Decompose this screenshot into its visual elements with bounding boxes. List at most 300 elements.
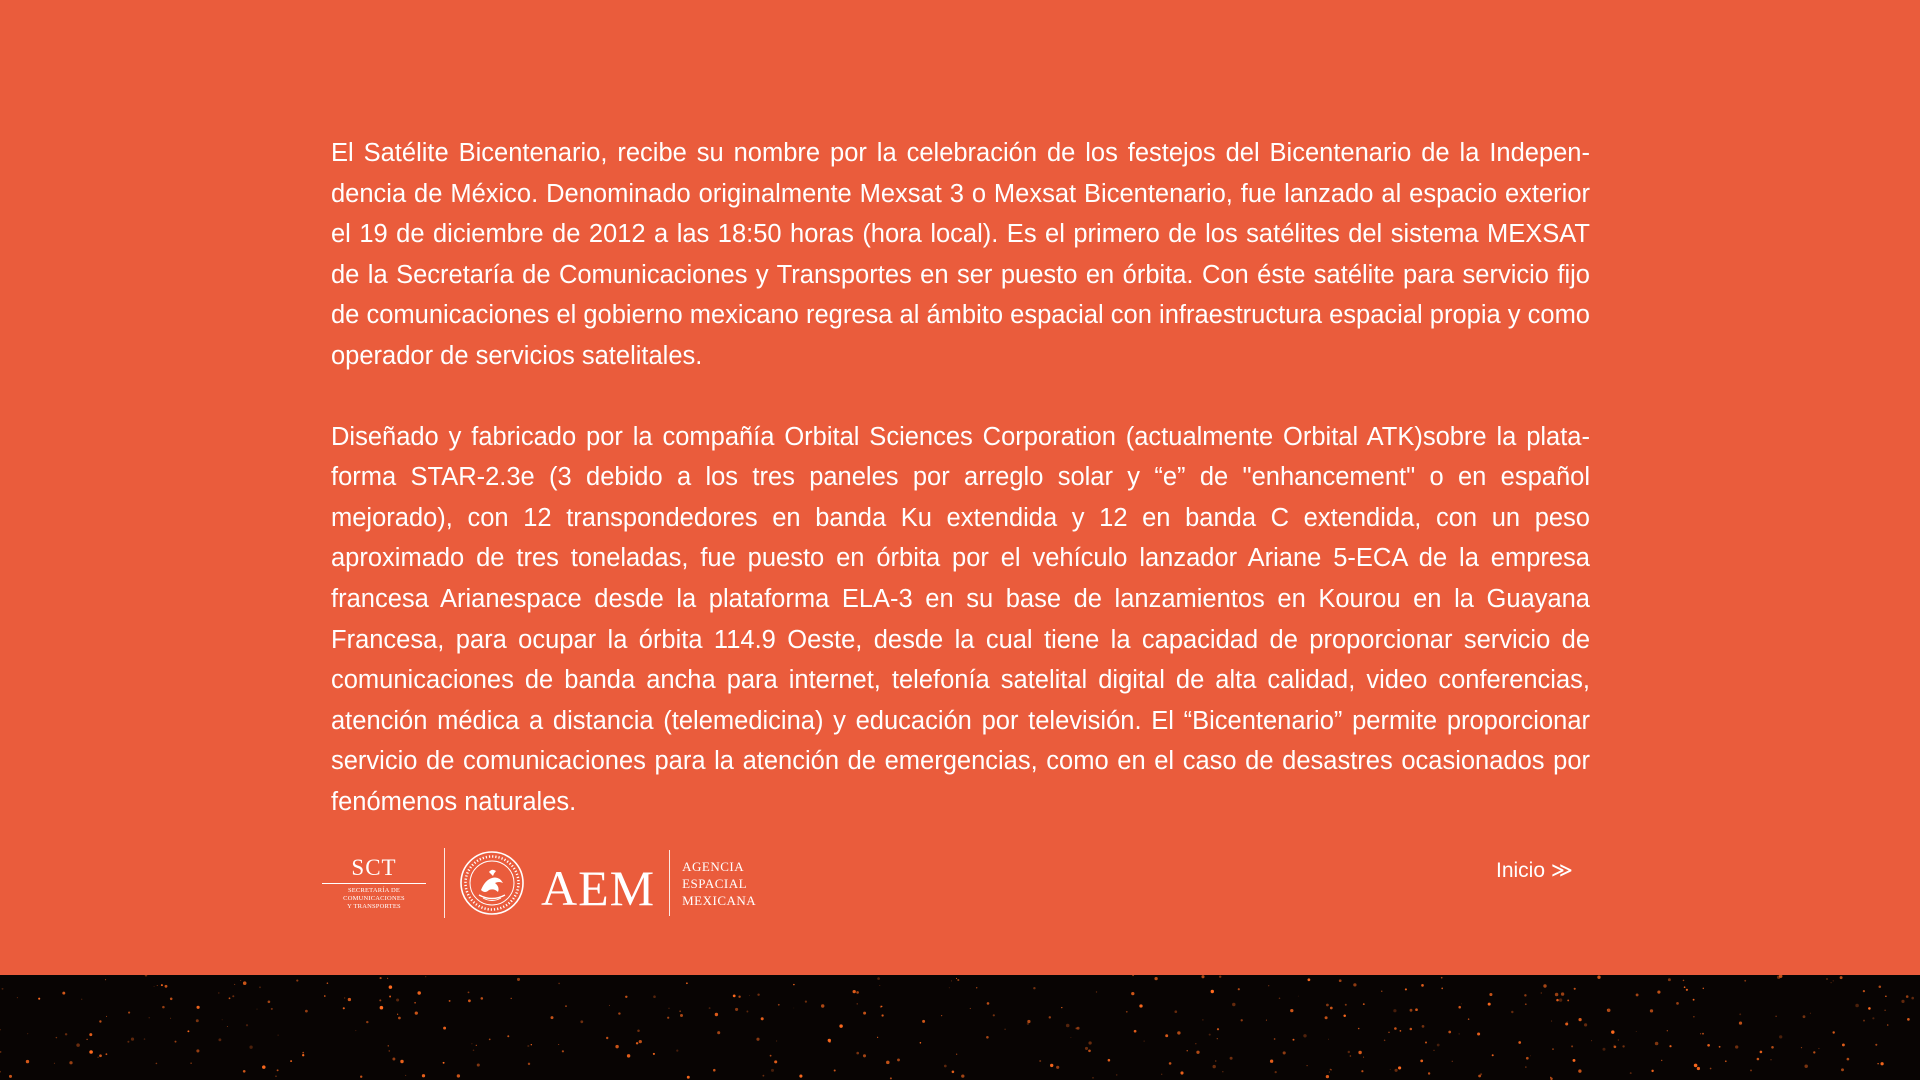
star-dot	[1422, 1025, 1425, 1028]
star-dot	[1348, 1051, 1350, 1053]
star-dot	[735, 1008, 738, 1011]
star-dot	[1381, 991, 1382, 992]
star-dot	[1750, 1069, 1752, 1071]
star-dot	[1578, 1018, 1581, 1021]
star-dot	[1165, 1034, 1168, 1037]
star-dot	[387, 978, 388, 979]
star-dot	[738, 996, 740, 998]
star-dot	[713, 1069, 716, 1072]
star-dot	[558, 1044, 559, 1045]
star-dot	[1308, 978, 1311, 981]
star-dot	[606, 1037, 608, 1039]
star-dot	[863, 1054, 866, 1057]
star-dot	[558, 983, 560, 985]
star-dot	[1358, 1051, 1361, 1054]
star-dot	[1911, 997, 1914, 1000]
sct-logo-line-1: SECRETARÍA DE	[347, 886, 401, 894]
star-dot	[1395, 1069, 1398, 1072]
star-dot	[38, 998, 40, 1000]
star-dot	[425, 976, 426, 977]
star-dot	[99, 1020, 101, 1022]
star-dot	[1636, 993, 1639, 996]
institution-logos	[322, 843, 756, 923]
star-dot	[1400, 1030, 1402, 1032]
star-dot	[379, 999, 381, 1001]
star-dot	[302, 1052, 304, 1054]
star-dot	[1801, 1047, 1802, 1048]
star-dot	[1275, 1071, 1277, 1073]
star-dot	[1700, 1033, 1701, 1034]
star-dot	[1833, 980, 1834, 981]
star-dot	[1266, 1020, 1267, 1021]
star-dot	[1398, 1066, 1401, 1069]
star-dot	[156, 1063, 158, 1065]
star-dot	[473, 1050, 475, 1052]
sct-logo-subtitle	[343, 887, 405, 911]
star-dot	[0, 1071, 1, 1073]
star-dot	[857, 1003, 858, 1004]
star-dot	[26, 1060, 29, 1063]
star-dot	[1697, 1067, 1700, 1070]
star-dot	[1363, 1003, 1365, 1005]
aem-logo-line-3: MEXICANA	[682, 892, 757, 908]
star-dot	[396, 998, 399, 1001]
star-dot	[774, 1060, 777, 1063]
star-dot	[1325, 1016, 1328, 1019]
star-dot	[949, 987, 950, 988]
star-dot	[1777, 976, 1780, 979]
star-dot	[1329, 1072, 1330, 1073]
star-dot	[653, 1053, 655, 1055]
star-dot	[190, 1062, 192, 1064]
star-dot	[149, 1017, 150, 1018]
star-dot	[987, 1002, 990, 1005]
star-dot	[161, 984, 163, 986]
star-dot	[1139, 1004, 1142, 1007]
star-dot	[56, 1037, 57, 1038]
star-dot	[1543, 984, 1546, 987]
star-dot	[1433, 1050, 1434, 1051]
star-dot	[259, 986, 261, 988]
star-dot	[1739, 1013, 1741, 1015]
star-dot	[717, 1031, 720, 1034]
star-dot	[1661, 1060, 1662, 1061]
star-dot	[669, 1008, 670, 1009]
star-dot	[1187, 1050, 1188, 1051]
star-dot	[1195, 1043, 1196, 1044]
star-dot	[1421, 984, 1424, 987]
star-dot	[1655, 1042, 1659, 1046]
star-dot	[97, 1057, 98, 1058]
star-dot	[746, 1011, 748, 1013]
logo-divider	[444, 848, 445, 918]
star-dot	[770, 1055, 772, 1057]
star-dot	[1574, 988, 1576, 990]
star-dot	[528, 1063, 530, 1065]
star-dot	[1232, 1003, 1235, 1006]
star-dot	[1027, 1023, 1029, 1025]
star-dot	[86, 1039, 87, 1040]
star-dot	[229, 997, 231, 999]
star-dot	[636, 1042, 638, 1044]
star-dot	[400, 1060, 403, 1063]
star-dot	[944, 1065, 947, 1068]
star-dot	[1863, 990, 1865, 992]
star-dot	[1394, 1027, 1397, 1030]
star-dot	[1410, 1028, 1413, 1031]
star-dot	[1571, 1045, 1573, 1047]
star-dot	[1492, 1054, 1494, 1056]
star-dot	[218, 1038, 221, 1041]
star-dot	[1803, 1015, 1806, 1018]
star-dot	[1489, 993, 1492, 996]
aem-logo-subtitle	[682, 858, 756, 909]
star-dot	[302, 1054, 304, 1056]
star-dot	[1710, 1068, 1712, 1070]
star-dot	[1683, 980, 1685, 982]
star-dot	[687, 1076, 690, 1079]
star-dot	[170, 998, 173, 1001]
star-dot	[1555, 993, 1559, 997]
star-dot	[105, 979, 106, 980]
star-dot	[993, 1014, 995, 1016]
star-dot	[422, 1074, 425, 1077]
star-dot	[257, 1009, 258, 1010]
star-dot	[27, 1033, 28, 1034]
star-dot	[443, 1062, 445, 1064]
star-dot	[468, 999, 471, 1002]
star-dot	[1622, 1045, 1624, 1047]
star-dot	[1088, 1049, 1091, 1052]
star-dot	[761, 1017, 764, 1020]
star-dot	[388, 1045, 389, 1046]
star-dot	[1222, 1071, 1223, 1072]
star-dot	[366, 1021, 368, 1023]
star-dot	[799, 1075, 802, 1078]
star-dot	[1306, 1065, 1307, 1066]
star-dot	[1884, 1010, 1885, 1011]
star-dot	[1169, 1062, 1172, 1065]
star-dot	[127, 1041, 129, 1043]
star-dot	[1410, 1009, 1413, 1012]
star-dot	[414, 1002, 416, 1004]
home-link[interactable]: Inicio ≫	[1496, 859, 1573, 882]
star-dot	[1668, 978, 1671, 981]
star-dot	[1530, 1055, 1531, 1056]
star-dot	[976, 987, 977, 988]
star-dot	[268, 1000, 271, 1003]
star-dot	[1578, 1069, 1581, 1072]
star-dot	[1415, 1008, 1418, 1011]
star-dot	[1343, 1014, 1346, 1017]
star-dot	[1350, 1055, 1352, 1057]
star-dot	[1657, 991, 1660, 994]
star-dot	[1739, 1021, 1742, 1024]
star-dot	[667, 1017, 669, 1019]
star-dot	[1818, 1048, 1819, 1049]
star-dot	[1907, 1018, 1910, 1021]
star-dot	[145, 975, 148, 976]
star-dot	[1525, 1003, 1527, 1005]
star-dot	[69, 1061, 72, 1064]
star-dot	[1448, 1031, 1451, 1034]
star-dot	[793, 984, 794, 985]
star-dot	[348, 998, 351, 1001]
star-dot	[1219, 976, 1221, 978]
star-dot	[157, 985, 158, 986]
star-dot	[680, 1014, 683, 1017]
aem-logo-line-2: ESPACIAL	[682, 875, 748, 891]
star-dot	[1154, 977, 1157, 980]
star-dot	[877, 977, 880, 980]
sct-logo-line-2: COMUNICACIONES	[343, 894, 405, 902]
star-dot	[580, 1020, 583, 1023]
star-dot	[686, 982, 688, 984]
star-dot	[131, 1037, 134, 1040]
star-dot	[1863, 1020, 1865, 1022]
star-dot	[834, 1069, 836, 1071]
star-dot	[1855, 1004, 1859, 1008]
star-dot	[1270, 1060, 1273, 1063]
star-dot	[828, 1039, 831, 1042]
star-dot	[1420, 1060, 1423, 1063]
star-dot	[1524, 994, 1526, 996]
star-dot	[76, 1043, 80, 1047]
star-dot	[1757, 1058, 1760, 1061]
star-dot	[477, 1063, 480, 1066]
star-dot	[1345, 1004, 1347, 1006]
star-dot	[1330, 1069, 1332, 1071]
star-dot	[1868, 1007, 1871, 1010]
star-dot	[771, 1069, 774, 1072]
star-dot	[1702, 1033, 1704, 1035]
star-dot	[627, 1054, 630, 1057]
paragraph-intro: El Satélite Bicentenario, recibe su nombre por la celebración de los festejos del Bicentenario de la Independencia de México. Denominado originalmente Mexsat 3 o Mexsat Bicentenario, fue lanzado al espacio exterior el 19 de diciembre de 2012 a las 18:50 horas (hora local). Es el primero de los satélites del sistema MEXSAT de la Secretaría de Comunicaciones y Transportes en ser puesto en órbita. Con éste satélite para servicio fijo de comunicaciones el gobierno mexicano regresa al ámbito espacial con infraestructura espacial propia y como operador de servicios satelitales.	[331, 139, 1590, 370]
star-dot	[1779, 1035, 1782, 1038]
star-dot	[481, 997, 484, 1000]
star-dot	[961, 1074, 964, 1077]
star-dot	[54, 1063, 55, 1064]
star-dot	[1552, 1048, 1553, 1049]
star-dot	[344, 997, 345, 998]
star-dot	[1556, 999, 1559, 1002]
star-dot	[1096, 991, 1097, 992]
star-dot	[17, 997, 18, 998]
star-dot	[1437, 1044, 1440, 1047]
star-dot	[1826, 978, 1827, 979]
star-dot	[1293, 1039, 1295, 1041]
star-dot	[99, 1054, 102, 1057]
star-dot	[1725, 1060, 1727, 1062]
star-dot	[1217, 1028, 1219, 1030]
star-dot	[637, 1030, 640, 1033]
star-dot	[615, 1045, 618, 1048]
star-dot	[343, 1007, 345, 1009]
star-dot	[1202, 1019, 1203, 1020]
star-dot	[1230, 1057, 1233, 1060]
star-dot	[951, 980, 952, 981]
star-dot	[1126, 1011, 1128, 1013]
star-dot	[1238, 988, 1240, 990]
star-dot	[1735, 1045, 1738, 1048]
star-dot	[1614, 1045, 1617, 1048]
star-dot	[1618, 1039, 1619, 1040]
star-dot	[1565, 1022, 1568, 1025]
star-dot	[1810, 1013, 1811, 1014]
star-dot	[1813, 1051, 1815, 1053]
sct-logo-rule	[322, 883, 426, 884]
star-dot	[986, 1036, 989, 1039]
star-dot	[9, 1075, 12, 1078]
star-dot	[355, 1030, 356, 1031]
star-dot	[1283, 1051, 1286, 1054]
star-dot	[1842, 1043, 1845, 1046]
star-dot	[1290, 1009, 1293, 1012]
star-dot	[65, 1033, 67, 1035]
star-dot	[941, 1015, 942, 1016]
star-dot	[1180, 1071, 1183, 1074]
star-dot	[389, 985, 393, 989]
star-dot	[1298, 996, 1299, 997]
star-dot	[227, 1026, 228, 1027]
star-dot	[397, 1014, 398, 1015]
star-dot	[920, 1042, 922, 1044]
star-dot	[733, 995, 736, 998]
star-dot	[517, 978, 520, 981]
star-dot	[389, 996, 391, 998]
star-dot	[1077, 1027, 1080, 1030]
star-dot	[1488, 1003, 1491, 1006]
star-dot	[1885, 995, 1887, 997]
star-dot	[1209, 1034, 1211, 1036]
star-dot	[1461, 1003, 1462, 1004]
star-dot	[1085, 1047, 1088, 1050]
star-dot	[1584, 1023, 1587, 1026]
star-dot	[1358, 1028, 1360, 1030]
star-dot	[877, 1037, 878, 1038]
star-dot	[1459, 1033, 1460, 1034]
star-dot	[1875, 1044, 1877, 1046]
star-dot	[197, 1006, 200, 1009]
star-dot	[1268, 985, 1269, 986]
star-dot	[1770, 1059, 1771, 1060]
star-dot	[1033, 987, 1035, 989]
star-dot	[1004, 1029, 1006, 1031]
star-dot	[105, 1053, 107, 1055]
star-dot	[196, 1019, 199, 1022]
star-dot	[531, 1044, 532, 1045]
star-dot	[1541, 993, 1542, 994]
star-dot	[128, 1012, 130, 1014]
star-dot	[821, 1004, 824, 1007]
star-dot	[222, 1019, 223, 1020]
star-dot	[1070, 1037, 1071, 1038]
star-dot	[232, 995, 234, 997]
star-dot	[1215, 1060, 1216, 1061]
star-dot	[1393, 1009, 1396, 1012]
star-dot	[1707, 1044, 1710, 1047]
star-dot	[1525, 1067, 1526, 1068]
star-dot	[1872, 1017, 1874, 1019]
aem-logo-title: AEM	[541, 860, 656, 916]
star-dot	[511, 998, 512, 999]
star-dot	[196, 1049, 199, 1052]
star-dot	[360, 1076, 362, 1078]
star-dot	[856, 991, 859, 994]
star-dot	[805, 1001, 807, 1003]
star-dot	[1703, 988, 1704, 989]
star-dot	[1567, 1021, 1568, 1022]
star-dot	[380, 1006, 384, 1010]
star-dot	[1847, 1058, 1850, 1061]
star-dot	[1477, 1032, 1480, 1035]
star-dot	[880, 1006, 882, 1008]
star-dot	[392, 1058, 395, 1061]
star-dot	[1693, 1016, 1694, 1017]
star-dot	[277, 1069, 279, 1071]
star-dot	[305, 1010, 308, 1013]
star-dot	[1602, 1048, 1605, 1051]
star-dot	[952, 1071, 955, 1074]
star-dot	[89, 1033, 92, 1036]
star-dot	[1134, 1030, 1137, 1033]
star-dot	[886, 1061, 890, 1065]
star-dot	[468, 991, 470, 993]
star-dot	[1877, 1063, 1878, 1064]
star-dot	[709, 1007, 711, 1009]
star-dot	[639, 1040, 642, 1043]
star-dot	[243, 1070, 246, 1073]
star-dot	[1686, 989, 1688, 991]
star-dot	[1832, 1031, 1834, 1033]
star-dot	[1108, 1059, 1111, 1062]
star-dot	[562, 1050, 564, 1052]
star-dot	[1177, 1031, 1180, 1034]
star-dot	[398, 1017, 401, 1020]
star-dot	[1217, 1038, 1218, 1039]
star-dot	[0, 1051, 1, 1053]
star-dot	[863, 1012, 866, 1015]
star-dot	[1093, 1077, 1094, 1078]
star-dot	[1326, 1004, 1329, 1007]
star-dot	[839, 1024, 842, 1027]
star-dot	[1906, 995, 1909, 998]
star-dot	[234, 984, 235, 985]
star-dot	[1630, 1072, 1632, 1074]
star-dot	[881, 1014, 883, 1016]
star-dot	[776, 1041, 777, 1042]
star-dot	[1144, 1041, 1145, 1042]
star-dot	[1196, 1051, 1199, 1054]
star-dot	[1613, 1045, 1614, 1046]
star-dot	[327, 982, 329, 984]
star-dot	[405, 1075, 406, 1076]
star-dot	[756, 1038, 759, 1041]
star-dot	[1458, 1006, 1461, 1009]
aem-divider	[669, 850, 670, 916]
star-dot	[778, 1004, 780, 1006]
star-dot	[1428, 1072, 1430, 1074]
star-dot	[1760, 1051, 1763, 1054]
star-dot	[271, 1008, 273, 1010]
star-dot	[625, 996, 627, 998]
aem-logo-line-1: AGENCIA	[682, 858, 745, 874]
star-dot	[1840, 976, 1843, 979]
star-dot	[1567, 999, 1569, 1001]
star-dot	[1775, 1016, 1776, 1017]
star-dot	[1326, 1075, 1329, 1078]
star-dot	[1880, 1062, 1883, 1065]
